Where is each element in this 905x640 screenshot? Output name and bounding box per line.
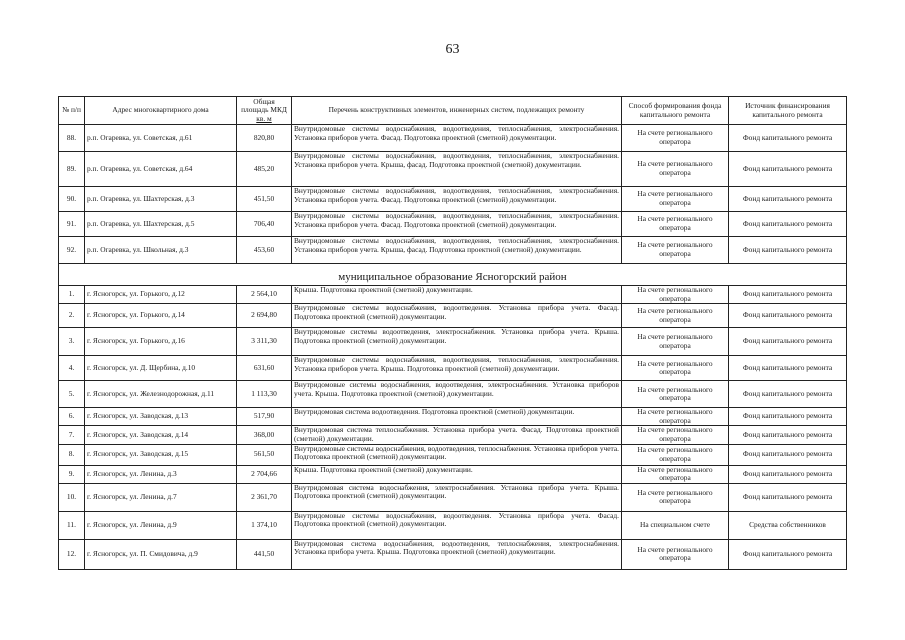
row-works: Внутридомовые системы водоснабжения, водоотведения. Установка прибора учета. Фасад. Подготовка проектной (сметной) документации.: [292, 511, 622, 539]
row-area: 1 113,30: [237, 381, 292, 408]
row-address: г. Ясногорск, ул. Д. Щербина, д.10: [85, 356, 237, 381]
table-row: [59, 304, 847, 328]
row-source: Фонд капитального ремонта: [729, 237, 847, 264]
row-method: На счете регионального оператора: [622, 408, 729, 426]
row-works: Внутридомовые системы водоснабжения, водоотведения, электроснабжения. Установка приборов учета. Крыша. Подготовка проектной (сметной) документации.: [292, 381, 622, 408]
row-works: Внутридомовые системы водоснабжения, водоотведения, теплоснабжения, электроснабжения. Установка приборов учета. Крыша, фасад. Подготовка проектной (сметной) документации.: [292, 237, 622, 264]
table-row: [59, 286, 847, 304]
row-address: г. Ясногорск, ул. Горького, д.16: [85, 328, 237, 356]
table-row: [59, 444, 847, 465]
row-num: 5.: [59, 381, 85, 408]
row-method: На счете регионального оператора: [622, 381, 729, 408]
header-area: [237, 97, 292, 125]
row-source: Фонд капитального ремонта: [729, 465, 847, 483]
row-method: На счете регионального оператора: [622, 125, 729, 152]
row-area: 517,90: [237, 408, 292, 426]
row-area: 368,00: [237, 426, 292, 444]
row-num: 4.: [59, 356, 85, 381]
row-works: Внутридомовая система теплоснабжения. Установка прибора учета. Фасад. Подготовка проектной (сметной) документации.: [292, 426, 622, 444]
section-title: муниципальное образование Ясногорский район: [59, 264, 847, 286]
row-area: 3 311,30: [237, 328, 292, 356]
row-method: На счете регионального оператора: [622, 444, 729, 465]
table-row: [59, 212, 847, 237]
row-num: 89.: [59, 152, 85, 187]
row-address: р.п. Огаревка, ул. Шахтерская, д.3: [85, 187, 237, 212]
row-works: Внутридомовые системы водоснабжения, водоотведения, теплоснабжения, электроснабжения. Установка приборов учета. Крыша, фасад. Подготовка проектной (сметной) документации.: [292, 152, 622, 187]
row-num: 90.: [59, 187, 85, 212]
row-method: На счете регионального оператора: [622, 152, 729, 187]
row-num: 3.: [59, 328, 85, 356]
row-area: 561,50: [237, 444, 292, 465]
row-area: 631,60: [237, 356, 292, 381]
table-row: [59, 187, 847, 212]
row-method: На счете регионального оператора: [622, 286, 729, 304]
row-address: г. Ясногорск, ул. Заводская, д.15: [85, 444, 237, 465]
row-method: На счете регионального оператора: [622, 304, 729, 328]
row-area: 2 361,70: [237, 483, 292, 511]
row-area: 1 374,10: [237, 511, 292, 539]
table-body-ogarevka: [59, 125, 847, 264]
row-method: На счете регионального оператора: [622, 539, 729, 569]
row-address: р.п. Огаревка, ул. Шахтерская, д.5: [85, 212, 237, 237]
row-source: Фонд капитального ремонта: [729, 483, 847, 511]
row-method: На счете регионального оператора: [622, 237, 729, 264]
table-row: [59, 381, 847, 408]
row-source: Фонд капитального ремонта: [729, 304, 847, 328]
row-works: Внутридомовые системы водоснабжения, водоотведения, теплоснабжения. Установка приборов учета. Подготовка проектной (сметной) документации.: [292, 444, 622, 465]
row-method: На счете регионального оператора: [622, 483, 729, 511]
table-row: [59, 539, 847, 569]
row-area: 485,20: [237, 152, 292, 187]
row-address: р.п. Огаревка, ул. Школьная, д.3: [85, 237, 237, 264]
table-row: [59, 426, 847, 444]
row-address: р.п. Огаревка, ул. Советская, д.64: [85, 152, 237, 187]
row-num: 92.: [59, 237, 85, 264]
row-num: 12.: [59, 539, 85, 569]
header-area-unit: кв. м: [256, 113, 272, 123]
row-num: 88.: [59, 125, 85, 152]
row-source: Фонд капитального ремонта: [729, 444, 847, 465]
row-area: 441,50: [237, 539, 292, 569]
table-row: [59, 465, 847, 483]
row-works: Внутридомовая система водоснабжения, водоотведения, теплоснабжения, электроснабжения. Установка прибора учета. Крыша. Подготовка проектной (сметной) документации.: [292, 539, 622, 569]
row-works: Крыша. Подготовка проектной (сметной) документации.: [292, 465, 622, 483]
row-address: г. Ясногорск, ул. Заводская, д.13: [85, 408, 237, 426]
row-area: 2 564,10: [237, 286, 292, 304]
row-num: 6.: [59, 408, 85, 426]
row-address: г. Ясногорск, ул. Горького, д.14: [85, 304, 237, 328]
row-address: г. Ясногорск, ул. Ленина, д.7: [85, 483, 237, 511]
header-num: № п/п: [59, 97, 85, 125]
header-method: Способ формирования фонда капитального ремонта: [622, 97, 729, 125]
row-source: Фонд капитального ремонта: [729, 356, 847, 381]
row-method: На счете регионального оператора: [622, 356, 729, 381]
row-source: Средства собственников: [729, 511, 847, 539]
row-num: 2.: [59, 304, 85, 328]
row-num: 91.: [59, 212, 85, 237]
section-row: [59, 264, 847, 286]
row-num: 8.: [59, 444, 85, 465]
row-num: 9.: [59, 465, 85, 483]
row-address: г. Ясногорск, ул. П. Смидовича, д.9: [85, 539, 237, 569]
row-area: 706,40: [237, 212, 292, 237]
table-row: [59, 125, 847, 152]
table-body-yasnogorsk: [59, 286, 847, 570]
table-header-row: [59, 97, 847, 125]
row-method: На счете регионального оператора: [622, 212, 729, 237]
page-number: 63: [445, 42, 460, 57]
row-source: Фонд капитального ремонта: [729, 539, 847, 569]
row-address: г. Ясногорск, ул. Ленина, д.3: [85, 465, 237, 483]
repair-program-table: [58, 96, 847, 570]
table-row: [59, 328, 847, 356]
row-num: 7.: [59, 426, 85, 444]
row-area: 451,50: [237, 187, 292, 212]
row-source: Фонд капитального ремонта: [729, 381, 847, 408]
table-row: [59, 237, 847, 264]
row-source: Фонд капитального ремонта: [729, 286, 847, 304]
header-area-label: Общая площадь МКД: [241, 96, 287, 115]
row-area: 453,60: [237, 237, 292, 264]
row-source: Фонд капитального ремонта: [729, 212, 847, 237]
row-source: Фонд капитального ремонта: [729, 328, 847, 356]
header-address: Адрес многоквартирного дома: [85, 97, 237, 125]
row-works: Внутридомовые системы водоснабжения, водоотведения, теплоснабжения, электроснабжения. Установка приборов учета. Фасад. Подготовка проектной (сметной) документации.: [292, 187, 622, 212]
row-area: 2 704,66: [237, 465, 292, 483]
table-row: [59, 356, 847, 381]
row-works: Внутридомовая система водоснабжения, электроснабжения. Установка прибора учета. Крыша. Подготовка проектной (сметной) документации.: [292, 483, 622, 511]
row-source: Фонд капитального ремонта: [729, 187, 847, 212]
row-method: На счете регионального оператора: [622, 426, 729, 444]
table-row: [59, 511, 847, 539]
row-address: г. Ясногорск, ул. Горького, д.12: [85, 286, 237, 304]
row-works: Внутридомовые системы водоснабжения, водоотведения, теплоснабжения, электроснабжения. Установка приборов учета. Крыша. Подготовка проектной (сметной) документации.: [292, 356, 622, 381]
row-address: г. Ясногорск, ул. Железнодорожная, д.11: [85, 381, 237, 408]
row-works: Внутридомовые системы водоснабжения, водоотведения, теплоснабжения, электроснабжения. Установка приборов учета. Фасад. Подготовка проектной (сметной) документации.: [292, 125, 622, 152]
row-num: 11.: [59, 511, 85, 539]
row-address: г. Ясногорск, ул. Заводская, д.14: [85, 426, 237, 444]
table-row: [59, 152, 847, 187]
row-works: Внутридомовая система водоотведения. Подготовка проектной (сметной) документации.: [292, 408, 622, 426]
row-method: На счете регионального оператора: [622, 465, 729, 483]
row-method: На счете регионального оператора: [622, 187, 729, 212]
row-address: г. Ясногорск, ул. Ленина, д.9: [85, 511, 237, 539]
row-source: Фонд капитального ремонта: [729, 125, 847, 152]
table-row: [59, 483, 847, 511]
row-num: 1.: [59, 286, 85, 304]
row-works: Внутридомовые системы водоснабжения, водоотведения. Установка прибора учета. Фасад. Подготовка проектной (сметной) документации.: [292, 304, 622, 328]
row-method: На специальном счете: [622, 511, 729, 539]
table-section: [59, 264, 847, 286]
row-source: Фонд капитального ремонта: [729, 408, 847, 426]
row-address: р.п. Огаревка, ул. Советская, д.61: [85, 125, 237, 152]
row-source: Фонд капитального ремонта: [729, 426, 847, 444]
row-area: 2 694,80: [237, 304, 292, 328]
row-area: 820,80: [237, 125, 292, 152]
row-works: Внутридомовые системы водоснабжения, водоотведения, теплоснабжения, электроснабжения. Установка приборов учета. Фасад. Подготовка проектной (сметной) документации.: [292, 212, 622, 237]
row-method: На счете регионального оператора: [622, 328, 729, 356]
row-source: Фонд капитального ремонта: [729, 152, 847, 187]
row-works: Крыша. Подготовка проектной (сметной) документации.: [292, 286, 622, 304]
table-row: [59, 408, 847, 426]
row-num: 10.: [59, 483, 85, 511]
header-works: Перечень конструктивных элементов, инженерных систем, подлежащих ремонту: [292, 97, 622, 125]
row-works: Внутридомовые системы водоотведения, электроснабжения. Установка прибора учета. Крыша. Подготовка проектной (сметной) документации.: [292, 328, 622, 356]
header-source: Источник финансирования капитального ремонта: [729, 97, 847, 125]
